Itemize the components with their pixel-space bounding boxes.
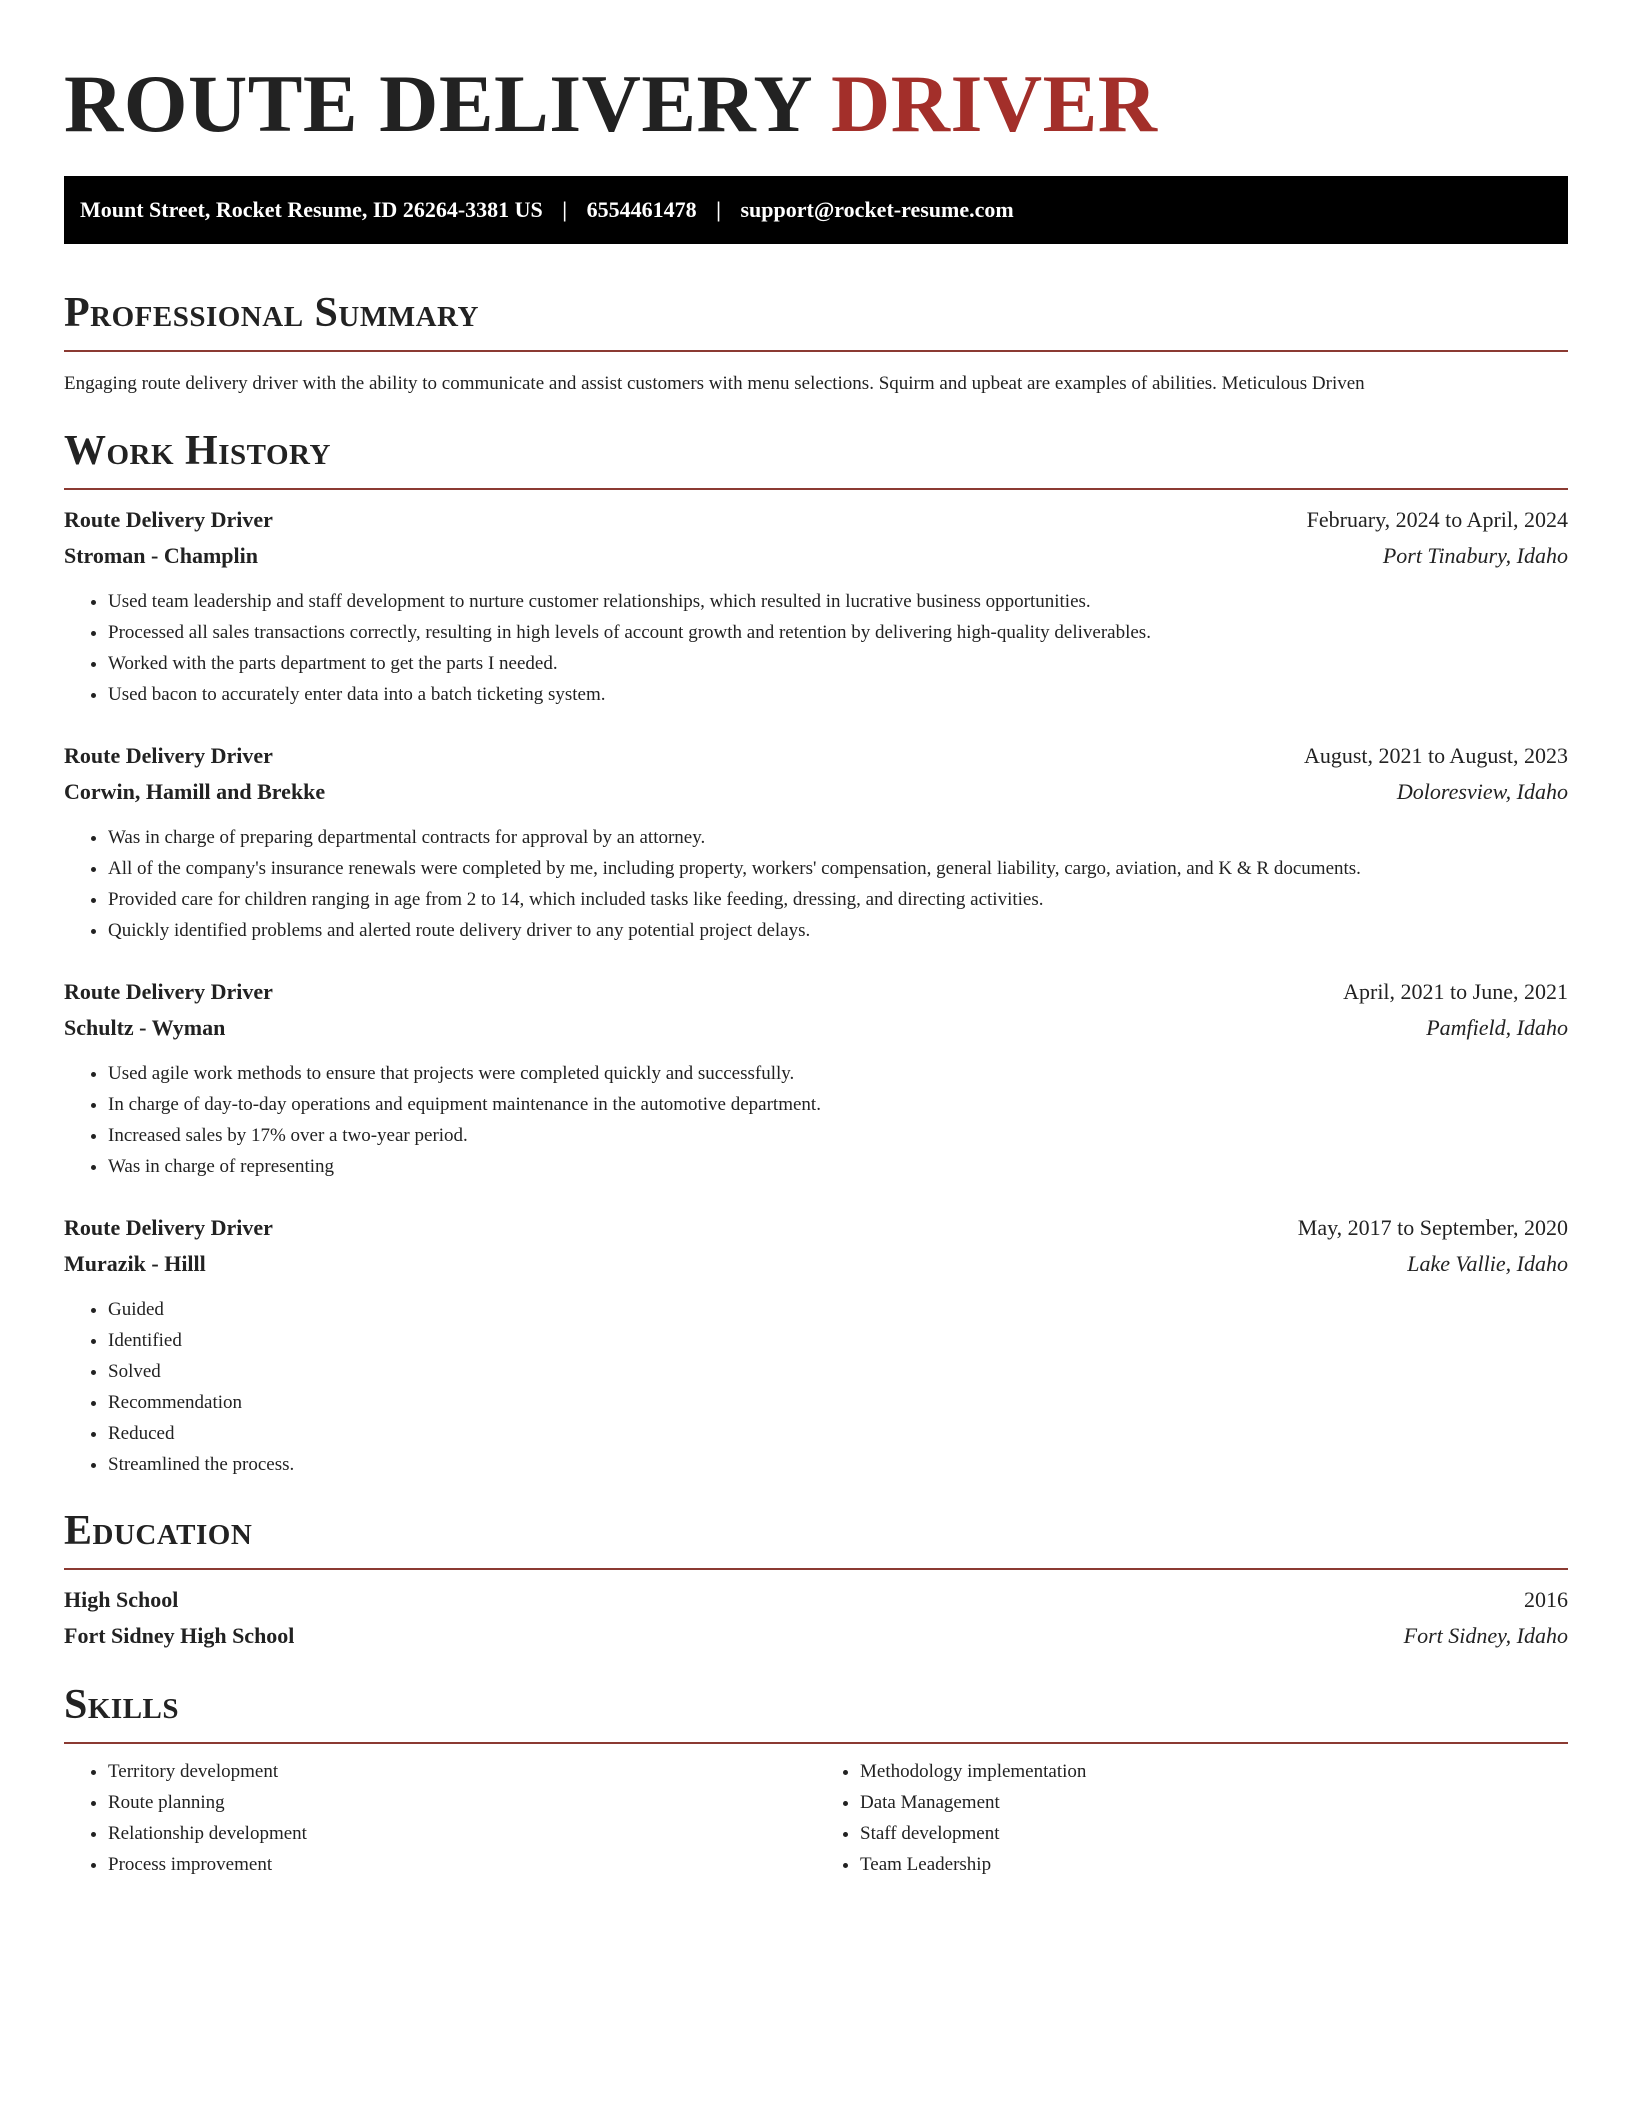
job-duty: • Used agile work methods to ensure that projects were completed quickly and successfully. xyxy=(108,1058,1568,1089)
job-duties-list xyxy=(64,1058,1568,1182)
education-school: Fort Sidney High School xyxy=(64,1623,295,1648)
job-duty: • Used team leadership and staff development to nurture customer relationships, which resulted in lucrative business opportunities. xyxy=(108,586,1568,617)
job-duty: • Reduced xyxy=(108,1418,1568,1449)
contact-email: support@rocket-resume.com xyxy=(740,197,1014,222)
skills-grid xyxy=(64,1756,1568,1880)
job-title: Route Delivery Driver xyxy=(64,507,273,532)
job-duty: • Used bacon to accurately enter data into a batch ticketing system. xyxy=(108,679,1568,710)
skills-list-left xyxy=(64,1756,816,1880)
job-duties-list xyxy=(64,822,1568,946)
skill-item: • Methodology implementation xyxy=(860,1756,1568,1787)
job-dates: May, 2017 to September, 2020 xyxy=(1297,1215,1568,1240)
education-degree: High School xyxy=(64,1587,179,1612)
contact-separator: | xyxy=(562,197,568,222)
section-divider xyxy=(64,1742,1568,1744)
section-divider xyxy=(64,488,1568,490)
job-duty: • Was in charge of representing xyxy=(108,1151,1568,1182)
job-title: Route Delivery Driver xyxy=(64,1215,273,1240)
job-dates: August, 2021 to August, 2023 xyxy=(1303,743,1568,768)
education-year: 2016 xyxy=(1524,1587,1568,1612)
job-location: Doloresview, Idaho xyxy=(1396,779,1568,804)
job-duty: • Recommendation xyxy=(108,1387,1568,1418)
job-entry xyxy=(64,502,1568,710)
contact-address: Mount Street, Rocket Resume, ID 26264-3381 US xyxy=(80,197,543,222)
job-duty: • Processed all sales transactions correctly, resulting in high levels of account growth and retention by delivering high-quality deliverables. xyxy=(108,617,1568,648)
section-divider xyxy=(64,350,1568,352)
work-history-section xyxy=(64,426,1568,1480)
section-divider xyxy=(64,1568,1568,1570)
contact-bar xyxy=(64,176,1568,244)
work-history-heading: Work History xyxy=(64,428,331,474)
job-duties-list xyxy=(64,586,1568,710)
job-title: Route Delivery Driver xyxy=(64,979,273,1004)
resume-title xyxy=(64,0,1568,152)
job-duty: • Identified xyxy=(108,1325,1568,1356)
title-accent-word: DRIVER xyxy=(831,58,1158,149)
job-location: Pamfield, Idaho xyxy=(1426,1015,1568,1040)
job-company: Corwin, Hamill and Brekke xyxy=(64,779,326,804)
title-job-words: ROUTE DELIVERY xyxy=(64,58,811,149)
job-entry xyxy=(64,1210,1568,1480)
skill-item: • Process improvement xyxy=(108,1849,816,1880)
job-duty: • Streamlined the process. xyxy=(108,1449,1568,1480)
job-title: Route Delivery Driver xyxy=(64,743,273,768)
job-dates: February, 2024 to April, 2024 xyxy=(1306,507,1568,532)
skills-heading: Skills xyxy=(64,1682,180,1728)
job-location: Port Tinabury, Idaho xyxy=(1382,543,1568,568)
job-duty: • Guided xyxy=(108,1294,1568,1325)
job-duty: • Solved xyxy=(108,1356,1568,1387)
job-company: Schultz - Wyman xyxy=(64,1015,226,1040)
job-location: Lake Vallie, Idaho xyxy=(1407,1251,1568,1276)
skill-item: • Team Leadership xyxy=(860,1849,1568,1880)
job-duties-list xyxy=(64,1294,1568,1480)
skill-item: • Route planning xyxy=(108,1787,816,1818)
job-company: Murazik - Hilll xyxy=(64,1251,206,1276)
job-duty: • In charge of day-to-day operations and equipment maintenance in the automotive department. xyxy=(108,1089,1568,1120)
job-duty: • Quickly identified problems and alerted route delivery driver to any potential project delays. xyxy=(108,915,1568,946)
resume-page xyxy=(64,0,1568,1880)
contact-phone: 6554461478 xyxy=(586,197,697,222)
skill-item: • Territory development xyxy=(108,1756,816,1787)
skills-section xyxy=(64,1680,1568,1880)
job-company: Stroman - Champlin xyxy=(64,543,258,568)
job-entry xyxy=(64,738,1568,946)
job-duty: • All of the company's insurance renewals were completed by me, including property, workers' compensation, general liability, cargo, aviation, and K & R documents. xyxy=(108,853,1568,884)
skill-item: • Staff development xyxy=(860,1818,1568,1849)
summary-text: Engaging route delivery driver with the ability to communicate and assist customers with menu selections. Squirm and upbeat are examples of abilities. Meticulous Driven xyxy=(64,373,1365,394)
education-location: Fort Sidney, Idaho xyxy=(1403,1623,1568,1648)
skills-list-right xyxy=(816,1756,1568,1880)
education-section xyxy=(64,1506,1568,1654)
summary-heading: Professional Summary xyxy=(64,290,479,336)
job-duty: • Provided care for children ranging in age from 2 to 14, which included tasks like feeding, dressing, and directing activities. xyxy=(108,884,1568,915)
job-duty: • Worked with the parts department to get the parts I needed. xyxy=(108,648,1568,679)
education-heading: Education xyxy=(64,1508,253,1554)
job-duty: • Increased sales by 17% over a two-year period. xyxy=(108,1120,1568,1151)
job-dates: April, 2021 to June, 2021 xyxy=(1343,979,1568,1004)
skill-item: • Data Management xyxy=(860,1787,1568,1818)
contact-separator: | xyxy=(716,197,721,222)
job-duty: • Was in charge of preparing departmental contracts for approval by an attorney. xyxy=(108,822,1568,853)
summary-section xyxy=(64,288,1568,398)
job-entry xyxy=(64,974,1568,1182)
skill-item: • Relationship development xyxy=(108,1818,816,1849)
